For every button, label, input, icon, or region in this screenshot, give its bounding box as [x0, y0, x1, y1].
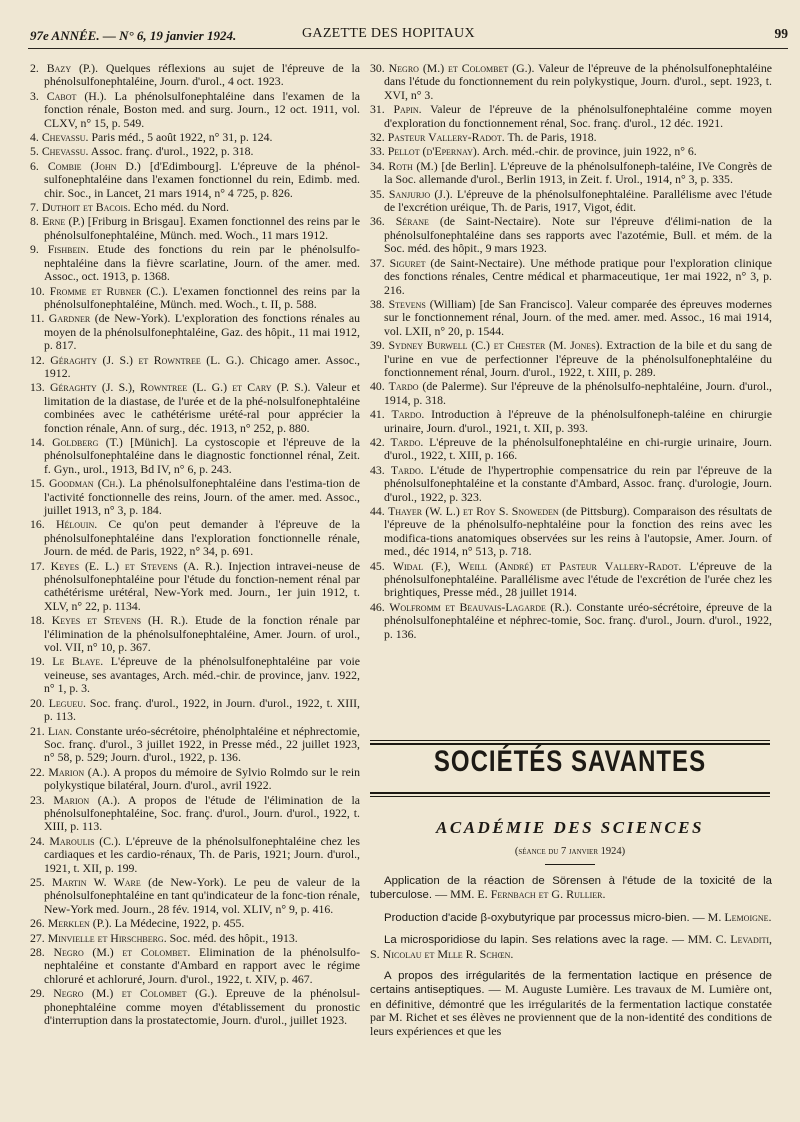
- reference-item: [30, 145, 360, 158]
- reference-authors: Combie (John D.): [47, 158, 141, 173]
- reference-text: L'épreuve de la phénolsulfonephtaléine. Parallélisme avec l'étude de l'excrétion de l'urée chez les brightiques, Presse méd., 28 juillet 1914.: [384, 558, 772, 600]
- reference-item: [30, 160, 360, 200]
- reference-authors: Géraghty (J. S.) et Rowntree (L. G.).: [50, 352, 245, 367]
- reference-text: (de Saint-Nectaire). Une méthode pratique pour l'exploration clinique des fonctions rénales, Centre médical et pharmaceutique, 1er mai 1922, n° 3, p. 216.: [384, 255, 773, 297]
- reference-number: 17.: [30, 558, 45, 573]
- session-date-text: (séance du 7 janvier 1924): [514, 846, 626, 857]
- reference-text: Constante uréo-sécrétoire, épreuve de la phénolsulfonephtaléine et néphrec-tomie, Soc. franç. d'urol., Journ. d'urol., 1922, p. 136.: [384, 599, 773, 641]
- reference-text: Valeur de l'épreuve de la phénolsulfonephtaléine comme moyen d'exploration du fonctionnement rénal, Soc. franç. d'urol., 12 déc. 1921.: [384, 102, 773, 130]
- reference-authors: Chevassu.: [41, 144, 89, 159]
- reference-authors: Fishbein.: [47, 242, 89, 257]
- reference-authors: Maroulis (C.).: [49, 833, 121, 848]
- reference-text: La phénolsulfonephtaléine dans l'examen de la fonction rénale, Boston med. and surg. Journ., 12 oct. 1911, vol. CLXV, n° 15, p. 549.: [44, 88, 360, 130]
- reference-text: (William) [de San Francisco]. Valeur comparée des épreuves modernes sur le fonctionnement rénal, Journ. of the med. amer. med. Assoc., 16 mai 1914, vol. LXII, n° 20, p. 1544.: [384, 296, 772, 338]
- reference-text: Introduction à l'épreuve de la phénolsulfoneph-taléine en chirurgie urinaire, Journ. d'urol., 1921, t. XII, p. 393.: [384, 407, 773, 435]
- reference-item: [30, 285, 360, 312]
- reference-authors: Géraghty (J. S.), Rowntree (L. G.) et Cary (P. S.).: [49, 380, 311, 395]
- reference-text: Paris méd., 5 août 1922, n° 31, p. 124.: [88, 130, 273, 145]
- reference-item: [30, 518, 360, 558]
- reference-item: [370, 339, 772, 379]
- reference-item: [370, 131, 772, 144]
- reference-text: Echo méd. du Nord.: [130, 200, 229, 215]
- section-heading: SOCIÉTÉS SAVANTES: [433, 744, 707, 779]
- reference-item: [30, 766, 360, 793]
- reference-text: A propos de l'étude de l'élimination de la phénolsulfonephtaléine, Soc. franç. d'urol., Journ. d'urol., 1922, t. XIII, p. 113.: [44, 792, 361, 834]
- reference-number: 12.: [30, 352, 45, 367]
- reference-authors: Merklen (P.).: [47, 916, 112, 931]
- reference-authors: Roth (M.): [388, 158, 438, 173]
- reference-item: [30, 697, 360, 724]
- reference-number: 36.: [370, 214, 385, 229]
- divider: [545, 864, 595, 865]
- reference-number: 38.: [370, 296, 385, 311]
- reference-number: 28.: [30, 945, 45, 959]
- reference-authors: Wolfromm et Beauvais-Lagarde (R.).: [389, 599, 572, 614]
- reference-number: 33.: [370, 144, 385, 159]
- reference-item: [30, 987, 360, 1027]
- reference-text: Soc. méd. des hôpit., 1913.: [166, 930, 298, 945]
- reference-number: 19.: [30, 654, 45, 669]
- reference-authors: Sanjurjo (J.).: [388, 186, 453, 201]
- reference-authors: Siguret: [389, 255, 426, 270]
- reference-number: 8.: [30, 214, 39, 229]
- reference-number: 3.: [30, 88, 39, 103]
- reference-authors: Papin.: [393, 102, 422, 117]
- reference-item: [370, 215, 772, 255]
- reference-authors: Sydney Burwell (C.) et Chester (M. Jones).: [388, 338, 603, 353]
- reference-authors: Bazy (P.).: [46, 61, 99, 75]
- reference-number: 21.: [30, 723, 45, 738]
- communication-item: [370, 969, 772, 1038]
- reference-authors: Le Blaye.: [52, 654, 104, 669]
- reference-text: L'épreuve de la phénolsulfonephtaléine. Parallélisme avec l'étude de l'excrétion uréique, Th. de Paris, 1917, Vigot, édit.: [384, 186, 773, 215]
- reference-authors: Tardo: [388, 379, 419, 394]
- reference-number: 43.: [370, 462, 385, 477]
- reference-authors: Goodman (Ch.).: [48, 476, 126, 491]
- reference-item: [30, 243, 360, 283]
- page-header: [30, 22, 788, 46]
- reference-number: 16.: [30, 517, 45, 532]
- reference-item: [30, 477, 360, 517]
- reference-authors: Marion (A.).: [53, 792, 121, 807]
- reference-number: 22.: [30, 764, 45, 779]
- issue-info: 97e ANNÉE. — N° 6, 19 janvier 1924.: [30, 28, 237, 43]
- reference-number: 37.: [370, 255, 385, 270]
- header-rule: [28, 48, 788, 49]
- reference-number: 23.: [30, 792, 45, 807]
- reference-item: [30, 436, 360, 476]
- reference-number: 30.: [370, 61, 385, 75]
- reference-text: Th. de Paris, 1918.: [504, 130, 597, 145]
- reference-number: 31.: [370, 102, 385, 117]
- reference-authors: Legueu.: [48, 695, 86, 710]
- communication-authors: — MM. C. Levaditi, S. Nicolau et Mlle R. Schœn.: [370, 932, 772, 961]
- communication-title: La microsporidiose du lapin. Ses relations avec la rage.: [384, 934, 669, 947]
- reference-item: [370, 601, 772, 641]
- communication-authors: — M. Lemoigne.: [689, 909, 772, 924]
- reference-item: [30, 560, 360, 614]
- reference-text: Injection intravei-neuse de phénolsulfonephtaléine pour l'étude du fonction-nement rénal par cathétérisme urétéral, New-York med. Journ., 1er juin 1912, t. XLV, n° 22, p. 1134.: [44, 558, 360, 613]
- reference-authors: Negro (M.) et Colombet.: [53, 945, 191, 959]
- reference-number: 20.: [30, 695, 45, 710]
- reference-authors: Marion (A.).: [48, 764, 110, 779]
- reference-item: [30, 381, 360, 435]
- communications-list: [370, 874, 772, 1046]
- reference-number: 11.: [30, 311, 45, 326]
- reference-text: La phénolsulfonephtaléine dans l'estima-tion de l'activité fonctionnelle des reins, Journ. of the amer. med. Assoc., juillet 1913, n° 3, p. 184.: [44, 476, 361, 517]
- reference-number: 25.: [30, 874, 45, 889]
- reference-item: [30, 354, 360, 381]
- reference-number: 41.: [370, 407, 385, 422]
- reference-item: [30, 794, 360, 834]
- reference-item: [370, 160, 772, 187]
- reference-text: Etude des fonctions du rein par le phénolsulfo-nephtaléine dans la fièvre scarlatine, Journ. of the amer. med. Assoc., oct. 1913, p. 1368.: [44, 242, 360, 284]
- reference-item: [370, 505, 772, 559]
- communication-title: Production d'acide β-oxybutyrique par processus micro-bien.: [384, 911, 690, 924]
- communication-authors: — M. Auguste Lumière. Les travaux de M. Lumière ont, en définitive, démontré que les irrégularités de la fermentation lactique constatée par M. Richet et ses élèves ne proviennent que de la non-identité des conditions de leurs expériences et que les: [370, 982, 772, 1038]
- reference-authors: Keyes et Stevens (H. R.).: [51, 613, 189, 628]
- reference-number: 6.: [30, 158, 39, 173]
- reference-item: [30, 62, 360, 89]
- reference-authors: Tardo.: [391, 407, 425, 422]
- journal-title: GAZETTE DES HOPITAUX: [302, 26, 475, 41]
- reference-authors: Tardo.: [390, 462, 424, 477]
- section-bottom-rule: [370, 792, 770, 797]
- reference-text: L'épreuve de la phénolsulfonephtaléine en chi-rurgie urinaire, Journ. d'urol., 1922, t. XIII, p. 166.: [384, 434, 773, 463]
- reference-item: [30, 835, 360, 875]
- communication-item: [370, 911, 772, 925]
- session-date: [370, 846, 770, 857]
- reference-text: (de New-York). L'exploration des fonctions rénales au moyen de la phénolsulfonephtaléine, Gaz. des hôpit., 11 mai 1912, p. 817.: [44, 311, 360, 353]
- reference-text: (de Palerme). Sur l'épreuve de la phénolsulfo-nephtaléine, Journ. d'urol., 1914, p. 318.: [384, 379, 772, 407]
- reference-item: [30, 876, 360, 916]
- reference-item: [370, 188, 772, 215]
- reference-item: [30, 655, 360, 695]
- reference-item: [30, 131, 360, 144]
- reference-number: 18.: [30, 613, 45, 628]
- reference-authors: Stevens: [388, 296, 426, 311]
- reference-item: [30, 917, 360, 930]
- reference-text: Chicago amer. Assoc., 1912.: [44, 352, 361, 380]
- reference-number: 14.: [30, 434, 45, 449]
- communication-title: Application de la réaction de Sörensen à l'étude de la toxicité de la tuberculose.: [370, 875, 772, 902]
- reference-text: Epreuve de la phénolsul-phonephtaléine comme moyen d'établissement du pronostic d'interruption dans la prostatectomie, Journ. d'urol., juillet 1923.: [44, 986, 360, 1028]
- reference-text: La Médecine, 1922, p. 455.: [111, 916, 245, 931]
- reference-text: L'épreuve de la phénolsulfonephtaléine chez les cardiaques et les cardio-rénaux, Th. de Paris, 1921; Journ. d'urol., 1921, t. XII, p. 199.: [44, 833, 360, 875]
- reference-item: [370, 436, 772, 463]
- reference-text: (de Pittsburg). Comparaison des résultats de l'épreuve de la phénolsulfo-nephtaléine pour la fonction des reins avec les modifica-tions anatomiques observées sur les reins à l'autopsie, Amer. Journ. of med., déc 1914, n° 513, p. 718.: [384, 504, 772, 559]
- reference-authors: Widal (F.), Weill (André) et Pasteur Vallery-Radot.: [392, 558, 682, 573]
- communication-item: [370, 874, 772, 903]
- reference-authors: Keyes (E. L.) et Stevens (A. R.).: [50, 558, 223, 573]
- reference-number: 45.: [370, 558, 385, 573]
- reference-item: [30, 312, 360, 352]
- reference-text: Extraction de la bile et du sang de l'urine en vue de perfectionner l'épreuve de la phénolsulfonephtaléine du fonctionnement rénal, Journ. d'urol., 1922, t. XIII, p. 289.: [384, 338, 772, 379]
- reference-number: 7.: [30, 200, 39, 215]
- reference-item: [370, 560, 772, 600]
- reference-number: 27.: [30, 930, 45, 945]
- reference-number: 34.: [370, 158, 385, 173]
- reference-text: Ce qu'on peut demander à l'épreuve de la phénolsulfonephtaléine dans l'exploration fonctionnelle rénale, Journ. de méd. de Paris, 1922, n° 34, p. 691.: [44, 517, 361, 559]
- reference-authors: Gardner: [48, 311, 91, 326]
- reference-authors: Martin W. Ware: [52, 874, 141, 889]
- reference-item: [370, 464, 772, 504]
- reference-authors: Chevassu.: [41, 130, 89, 145]
- reference-text: [Münich]. La cystoscopie et l'épreuve de la phénolsulfonephtaléine dans le diagnostic fonctionnel rénal, Zeit. f. Gyn., urol., 1913, Bd IV, n° 6, p. 243.: [44, 434, 360, 476]
- reference-number: 42.: [370, 434, 385, 449]
- reference-authors: Hélouin.: [55, 517, 98, 532]
- reference-number: 26.: [30, 916, 45, 931]
- reference-number: 10.: [30, 283, 45, 298]
- reference-text: L'étude de l'hypertrophie compensatrice du rein par l'épreuve de la phénolsulfonephtaléine et la constante d'Ambard, Assoc. franç. d'urologie, Journ. d'urol., 1922, p. 323.: [384, 462, 772, 504]
- reference-authors: Minvielle et Hirschberg.: [47, 930, 167, 945]
- reference-text: (de Saint-Nectaire). Note sur l'épreuve d'élimi-nation de la phénolsulfonephtaléine dans ses rapports avec l'azotémie, Bull. et mém. de la Soc. méd. des hôpit., 9 mars 1923.: [384, 214, 772, 256]
- reference-authors: Fromme et Rubner (C.).: [49, 283, 168, 298]
- reference-number: 5.: [30, 144, 39, 159]
- reference-authors: Goldberg (T.): [52, 434, 123, 449]
- reference-number: 2.: [30, 61, 39, 75]
- reference-authors: Thayer (W. L.) et Roy S. Snoweden: [388, 504, 559, 518]
- reference-authors: Lian.: [47, 723, 73, 738]
- reference-item: [370, 257, 772, 297]
- reference-number: 9.: [30, 242, 39, 257]
- reference-text: [d'Edimbourg]. L'épreuve de la phénol-sulfonephtaléine dans l'examen fonctionnel du rein, Edimb. med. chir. Soc., in Lancet, 21 mars 1914, n° 4 725, p. 826.: [44, 158, 361, 200]
- reference-authors: Pasteur Vallery-Radot.: [387, 130, 505, 145]
- communication-title: A propos des irrégularités de la fermentation lactique en présence de certains antiseptiques.: [370, 970, 772, 997]
- reference-item: [370, 298, 772, 338]
- reference-item: [370, 380, 772, 407]
- bibliography-left-column: [30, 62, 360, 1028]
- communication-item: [370, 933, 772, 961]
- reference-item: [370, 103, 772, 130]
- reference-authors: Erne (P.): [42, 214, 85, 229]
- reference-authors: Negro (M.) et Colombet (G.).: [388, 61, 535, 75]
- reference-text: Elimination de la phénolsulfo-nephtaléine et constante d'Ambard en rapport avec le régime chloruré et achloruré, Journ. d'urol., 1922, t. XIV, p. 467.: [44, 945, 360, 986]
- page-number: 99: [774, 26, 788, 41]
- reference-text: Assoc. franç. d'urol., 1922, p. 318.: [88, 144, 254, 159]
- reference-text: Valeur de l'épreuve de la phénolsulfonephtaléine dans l'étude du fonctionnement du rein polykystique, Journ. d'urol., sept. 1923, t. XVI, n° 3.: [384, 61, 772, 102]
- reference-text: Valeur et limitation de la diastase, de l'urée et de la phé-nolsulfonephtaléine combinées avec le cathétérisme urété-ral pour apprécier la fonction rénale, Ann. of surg., déc. 1913, n° 252, p. 880.: [44, 380, 361, 435]
- reference-authors: Negro (M.) et Colombet (G.).: [53, 986, 218, 1001]
- reference-number: 32.: [370, 130, 385, 145]
- reference-number: 39.: [370, 338, 385, 353]
- reference-number: 40.: [370, 379, 385, 394]
- reference-item: [370, 62, 772, 102]
- reference-text: Soc. franç. d'urol., 1922, in Journ. d'urol., 1922, t. XIII, p. 113.: [44, 695, 360, 724]
- reference-number: 46.: [370, 599, 385, 614]
- reference-authors: Sérane: [395, 214, 429, 229]
- reference-text: L'épreuve de la phénolsulfonephtaléine par voie veineuse, ses avantages, Arch. méd.-chir. de province, janv. 1922, n° 1, p. 3.: [44, 654, 360, 696]
- reference-number: 15.: [30, 476, 45, 491]
- reference-authors: Tardo.: [390, 434, 424, 449]
- academy-heading: ACADÉMIE DES SCIENCES: [436, 818, 704, 837]
- reference-number: 4.: [30, 130, 39, 145]
- reference-text: L'examen fonctionnel des reins par la phénolsulfonephtaléine, Münch. med. Woch., t. II, p. 588.: [44, 283, 361, 311]
- reference-item: [30, 614, 360, 654]
- reference-text: (de New-York). Le peu de valeur de la phénolsulfonephtaléine en tant qu'indicateur de la fonc-tion rénale, New-York med. Journ., 28 fév. 1914, vol. XLIV, n° 9, p. 416.: [44, 874, 360, 916]
- reference-authors: Pellot (d'Epernay).: [387, 144, 480, 159]
- reference-authors: Cabot (H.).: [46, 88, 107, 103]
- reference-number: 24.: [30, 833, 45, 848]
- reference-number: 29.: [30, 986, 45, 1001]
- reference-text: A propos du mémoire de Sylvio Rolmdo sur le rein polykystique bilatéral, Journ. d'urol., avril 1922.: [44, 764, 360, 793]
- reference-item: [30, 932, 360, 945]
- communication-authors: — MM. E. Fernbach et G. Rullier.: [432, 887, 606, 902]
- reference-authors: Duthoit et Bacois.: [41, 200, 131, 215]
- reference-number: 44.: [370, 504, 385, 518]
- reference-text: Constante uréo-sécrétoire, phénolphtaléine et néphrectomie, Soc. franç. d'urol., 3 juillet 1922, in Presse méd., 22 juillet 1923, n° 58, p. 529; Journ. d'urol., 1922, p. 136.: [44, 723, 360, 765]
- reference-item: [30, 90, 360, 130]
- reference-item: [30, 725, 360, 765]
- reference-text: [de Berlin]. L'épreuve de la phénolsulfoneph-taléine, IVe Congrès de la Soc. allemande d'urol., Berlin 1913, in Zeit. f. Urol., 1914, n° 3, p. 335.: [384, 158, 773, 187]
- reference-text: Arch. méd.-chir. de province, juin 1922, n° 6.: [479, 144, 697, 159]
- reference-item: [370, 145, 772, 158]
- reference-item: [30, 946, 360, 986]
- bibliography-right-column: [370, 62, 772, 642]
- reference-text: Etude de la fonction rénale par l'élimination de la phénolsulfonephtaléine, Amer. Journ. of urol., vol. VII, n° 10, p. 367.: [44, 613, 360, 655]
- reference-item: [30, 201, 360, 214]
- reference-item: [370, 408, 772, 435]
- reference-number: 35.: [370, 186, 385, 201]
- reference-text: [Friburg in Brisgau]. Examen fonctionnel des reins par le phénolsulfonephtaléine, Münch. med. Woch., 11 mars 1912.: [44, 214, 360, 242]
- reference-item: [30, 215, 360, 242]
- reference-number: 13.: [30, 380, 45, 395]
- reference-text: Quelques réflexions au sujet de l'épreuve de la phénolsulfonephtaléine, Journ. d'urol., 4 oct. 1923.: [44, 61, 360, 89]
